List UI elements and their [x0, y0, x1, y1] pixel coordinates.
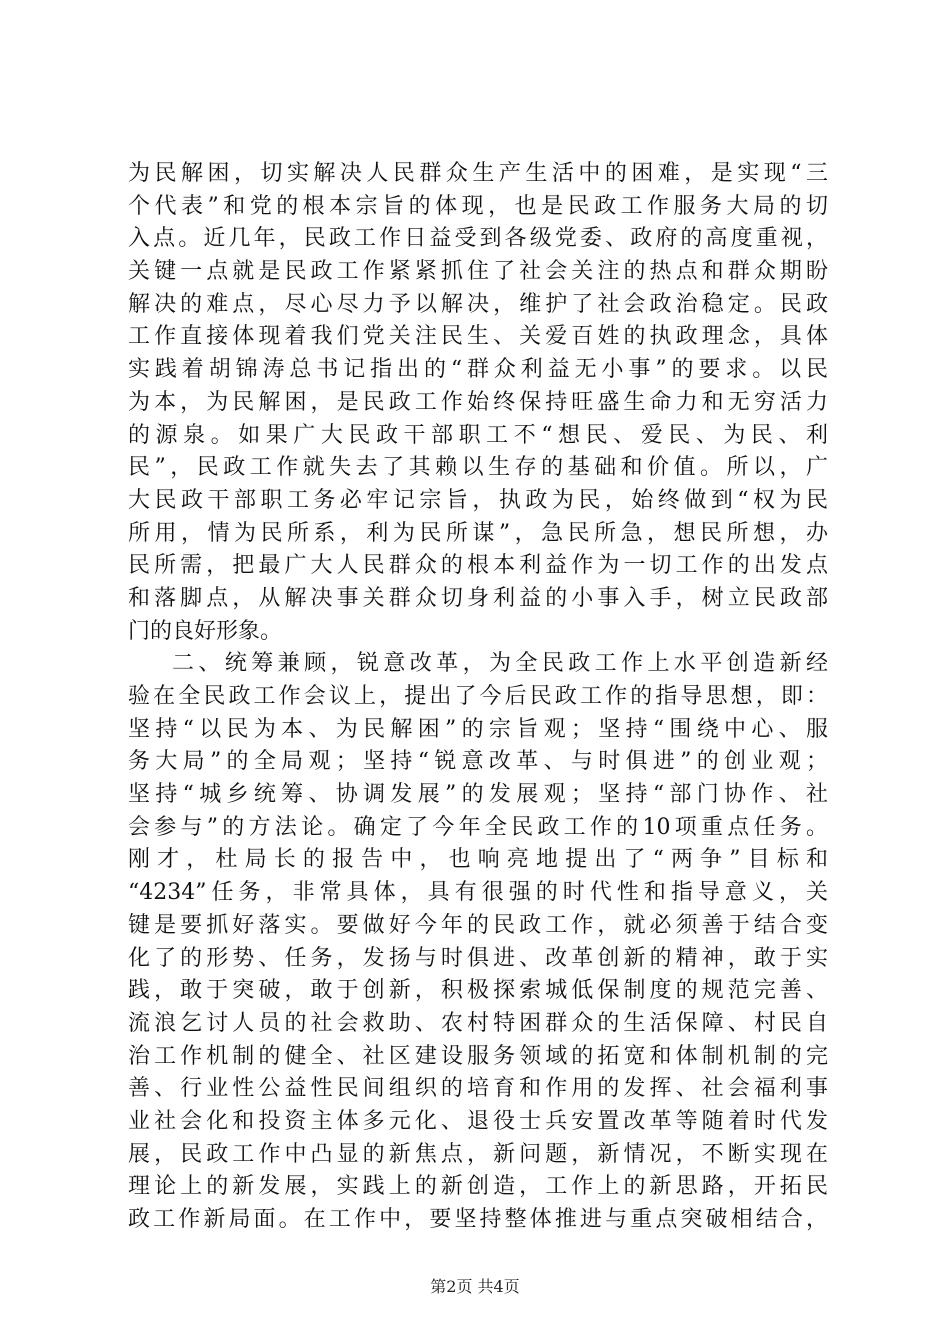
text-line: 所用，情为民所系，利为民所谋”，急民所急，想民所想，办: [128, 520, 828, 546]
text-line: 入点。近几年，民政工作日益受到各级党委、政府的高度重视，: [128, 226, 828, 252]
text-line: 流浪乞讨人员的社会救助、农村特困群众的生活保障、村民自: [128, 1010, 828, 1036]
section-heading-line: 二、统筹兼顾，锐意改革，为全民政工作上水平创造新经: [172, 651, 828, 677]
page-indicator: 第2页 共4页: [430, 1277, 520, 1296]
text-line: 大民政干部职工务必牢记宗旨，执政为民，始终做到“权为民: [128, 487, 828, 513]
page-footer: [0, 1277, 950, 1297]
text-line: 业社会化和投资主体多元化、退役士兵安置改革等随着时代发: [128, 1108, 828, 1134]
text-line: 关键一点就是民政工作紧紧抓住了社会关注的热点和群众期盼: [128, 259, 828, 285]
text-line: 善、行业性公益性民间组织的培育和作用的发挥、社会福利事: [128, 1076, 828, 1102]
text-line: 解决的难点，尽心尽力予以解决，维护了社会政治稳定。民政: [128, 291, 828, 317]
text-line: 践，敢于突破，敢于创新，积极探索城低保制度的规范完善、: [128, 978, 828, 1004]
text-line: 键是要抓好落实。要做好今年的民政工作，就必须善于结合变: [128, 912, 828, 938]
text-line: 为民解困，切实解决人民群众生产生活中的困难，是实现“三: [128, 161, 828, 186]
text-line: 理论上的新发展，实践上的新创造，工作上的新思路，开拓民: [128, 1174, 828, 1200]
text-line: 实践着胡锦涛总书记指出的“群众利益无小事”的要求。以民: [128, 357, 828, 383]
text-line: 门的良好形象。: [128, 618, 283, 644]
text-line: 为本，为民解困，是民政工作始终保持旺盛生命力和无穷活力: [128, 389, 828, 415]
text-line: 刚才，杜局长的报告中，也响亮地提出了“两争”目标和: [128, 847, 828, 873]
text-line: 和落脚点，从解决事关群众切身利益的小事入手，树立民政部: [128, 585, 828, 611]
text-line: “4234”任务，非常具体，具有很强的时代性和指导意义，关: [128, 880, 828, 906]
text-line: 坚持“城乡统筹、协调发展”的发展观；坚持“部门协作、社: [128, 782, 828, 808]
text-line: 的源泉。如果广大民政干部职工不“想民、爱民、为民、利: [128, 422, 828, 448]
text-line: 坚持“以民为本、为民解困”的宗旨观；坚持“围绕中心、服: [128, 716, 828, 742]
text-line: 政工作新局面。在工作中，要坚持整体推进与重点突破相结合，: [128, 1207, 828, 1232]
body-text: [128, 158, 828, 1237]
text-line: 工作直接体现着我们党关注民生、关爱百姓的执政理念，具体: [128, 324, 828, 350]
text-line: 会参与”的方法论。确定了今年全民政工作的10项重点任务。: [128, 814, 828, 840]
text-line: 务大局”的全局观；坚持“锐意改革、与时俱进”的创业观；: [128, 749, 828, 775]
text-line: 治工作机制的健全、社区建设服务领域的拓宽和体制机制的完: [128, 1043, 828, 1069]
text-line: 化了的形势、任务，发扬与时俱进、改革创新的精神，敢于实: [128, 945, 828, 971]
text-line: 验在全民政工作会议上，提出了今后民政工作的指导思想，即：: [128, 684, 828, 709]
text-line: 民所需，把最广大人民群众的根本利益作为一切工作的出发点: [128, 553, 828, 579]
text-line: 民”，民政工作就失去了其赖以生存的基础和价值。所以，广: [128, 455, 828, 481]
text-line: 个代表”和党的根本宗旨的体现，也是民政工作服务大局的切: [128, 193, 828, 219]
text-line: 展，民政工作中凸显的新焦点，新问题，新情况，不断实现在: [128, 1141, 828, 1167]
